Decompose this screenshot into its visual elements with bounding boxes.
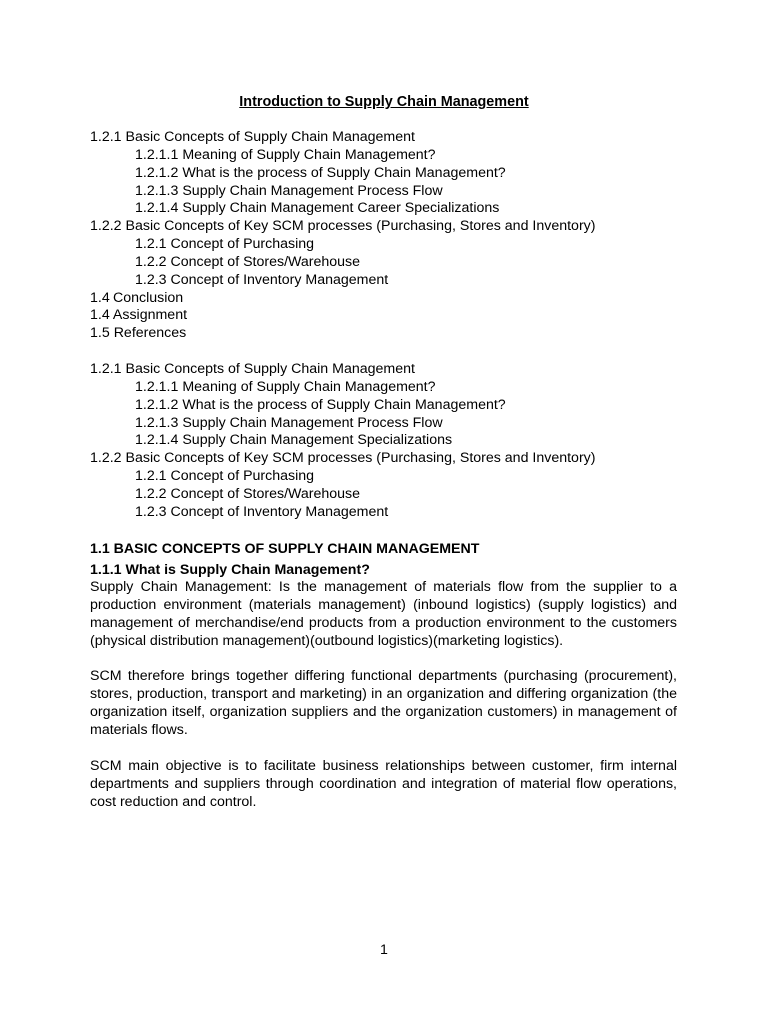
toc-entry-number: 1.2.1 bbox=[90, 129, 122, 145]
toc-entry-text: Basic Concepts of Key SCM processes (Purchasing, Stores and Inventory) bbox=[125, 450, 596, 467]
toc-entry-number: 1.5 bbox=[90, 325, 110, 342]
toc-entry-text: Concept of Purchasing bbox=[170, 468, 315, 485]
toc-entry-text: Meaning of Supply Chain Management? bbox=[182, 378, 436, 395]
toc-entry bbox=[90, 218, 690, 236]
toc-entry-number: 1.2.1 bbox=[135, 468, 167, 485]
toc-entry bbox=[90, 486, 690, 504]
toc-entry bbox=[90, 129, 690, 147]
section-heading: 1.1 BASIC CONCEPTS OF SUPPLY CHAIN MANAGEMENT bbox=[90, 541, 480, 557]
toc-entry bbox=[90, 200, 690, 218]
toc-entry bbox=[90, 236, 690, 254]
toc-entry bbox=[90, 397, 690, 415]
table-of-contents-repeat bbox=[90, 361, 690, 522]
toc-entry-number: 1.2.1 bbox=[90, 361, 122, 377]
toc-entry-number: 1.2.3 bbox=[135, 503, 167, 520]
toc-entry-number: 1.2.1.2 bbox=[135, 396, 179, 413]
toc-entry bbox=[90, 272, 690, 290]
toc-entry-text: Supply Chain Management Specializations bbox=[182, 432, 453, 449]
toc-entry-number: 1.4 bbox=[90, 289, 110, 306]
toc-entry-number: 1.2.3 bbox=[135, 271, 167, 288]
toc-entry-number: 1.2.2 bbox=[135, 253, 167, 270]
toc-entry bbox=[90, 290, 690, 308]
toc-entry-number: 1.2.1.1 bbox=[135, 146, 179, 163]
toc-entry-text: Concept of Stores/Warehouse bbox=[170, 485, 361, 502]
toc-entry-text: What is the process of Supply Chain Management? bbox=[182, 396, 506, 413]
toc-entry-text: Supply Chain Management Career Specializations bbox=[182, 200, 500, 217]
toc-entry bbox=[90, 254, 690, 272]
toc-entry-text: Concept of Inventory Management bbox=[170, 271, 389, 288]
body-paragraph: SCM main objective is to facilitate business relationships between customer, firm internal departments and suppliers through coordination and integration of material flow operations, cost reduction and control. bbox=[90, 758, 677, 810]
toc-entry-number: 1.2.1 bbox=[135, 236, 167, 253]
toc-entry bbox=[90, 450, 690, 468]
toc-entry-number: 1.2.1.3 bbox=[135, 414, 179, 431]
toc-entry-text: What is the process of Supply Chain Management? bbox=[182, 164, 506, 181]
toc-entry-text: Supply Chain Management Process Flow bbox=[182, 182, 443, 199]
toc-entry-text: Conclusion bbox=[113, 289, 184, 306]
toc-entry-number: 1.2.1.2 bbox=[135, 164, 179, 181]
toc-entry-text: References bbox=[113, 325, 187, 342]
toc-entry bbox=[90, 147, 690, 165]
toc-entry bbox=[90, 379, 690, 397]
toc-entry bbox=[90, 325, 690, 343]
toc-entry-number: 1.2.1.3 bbox=[135, 182, 179, 199]
toc-entry bbox=[90, 307, 690, 325]
toc-entry-text: Basic Concepts of Key SCM processes (Purchasing, Stores and Inventory) bbox=[125, 218, 596, 235]
toc-entry-text: Supply Chain Management Process Flow bbox=[182, 414, 443, 431]
toc-entry bbox=[90, 415, 690, 433]
toc-entry-text: Meaning of Supply Chain Management? bbox=[182, 146, 436, 163]
body-paragraph: SCM therefore brings together differing functional departments (purchasing (procurement), stores, production, transport and marketing) in an organization and differing organization (the organization itself, organization suppliers and the organization customers) in management of materials flows. bbox=[90, 668, 677, 738]
toc-entry-text: Basic Concepts of Supply Chain Management bbox=[125, 361, 415, 377]
toc-entry-number: 1.2.1.4 bbox=[135, 200, 179, 217]
toc-entry bbox=[90, 504, 690, 522]
toc-entry-number: 1.2.2 bbox=[90, 218, 122, 235]
toc-entry-text: Concept of Inventory Management bbox=[170, 503, 389, 520]
toc-entry-number: 1.2.2 bbox=[90, 450, 122, 467]
toc-entry bbox=[90, 468, 690, 486]
toc-entry-number: 1.2.1.4 bbox=[135, 432, 179, 449]
toc-entry-text: Assignment bbox=[112, 307, 188, 324]
subsection-heading: 1.1.1 What is Supply Chain Management? bbox=[90, 562, 370, 578]
toc-entry-number: 1.2.1.1 bbox=[135, 378, 179, 395]
table-of-contents bbox=[90, 129, 690, 343]
toc-entry-number: 1.2.2 bbox=[135, 485, 167, 502]
document-title: Introduction to Supply Chain Management bbox=[239, 94, 529, 110]
body-paragraph: Supply Chain Management: Is the management of materials flow from the supplier to a production environment (materials management) (inbound logistics) (supply logistics) and management of merchandise/end products from a production environment to the customers (physical distribution management)(outbound logistics)(marketing logistics). bbox=[90, 579, 677, 649]
toc-entry-number: 1.4 bbox=[90, 307, 110, 324]
page-number: 1 bbox=[380, 942, 388, 958]
toc-entry-text: Basic Concepts of Supply Chain Management bbox=[125, 129, 415, 145]
toc-entry-text: Concept of Stores/Warehouse bbox=[170, 253, 361, 270]
toc-entry bbox=[90, 361, 690, 379]
toc-entry bbox=[90, 432, 690, 450]
toc-entry-text: Concept of Purchasing bbox=[170, 236, 315, 253]
toc-entry bbox=[90, 183, 690, 201]
toc-entry bbox=[90, 165, 690, 183]
